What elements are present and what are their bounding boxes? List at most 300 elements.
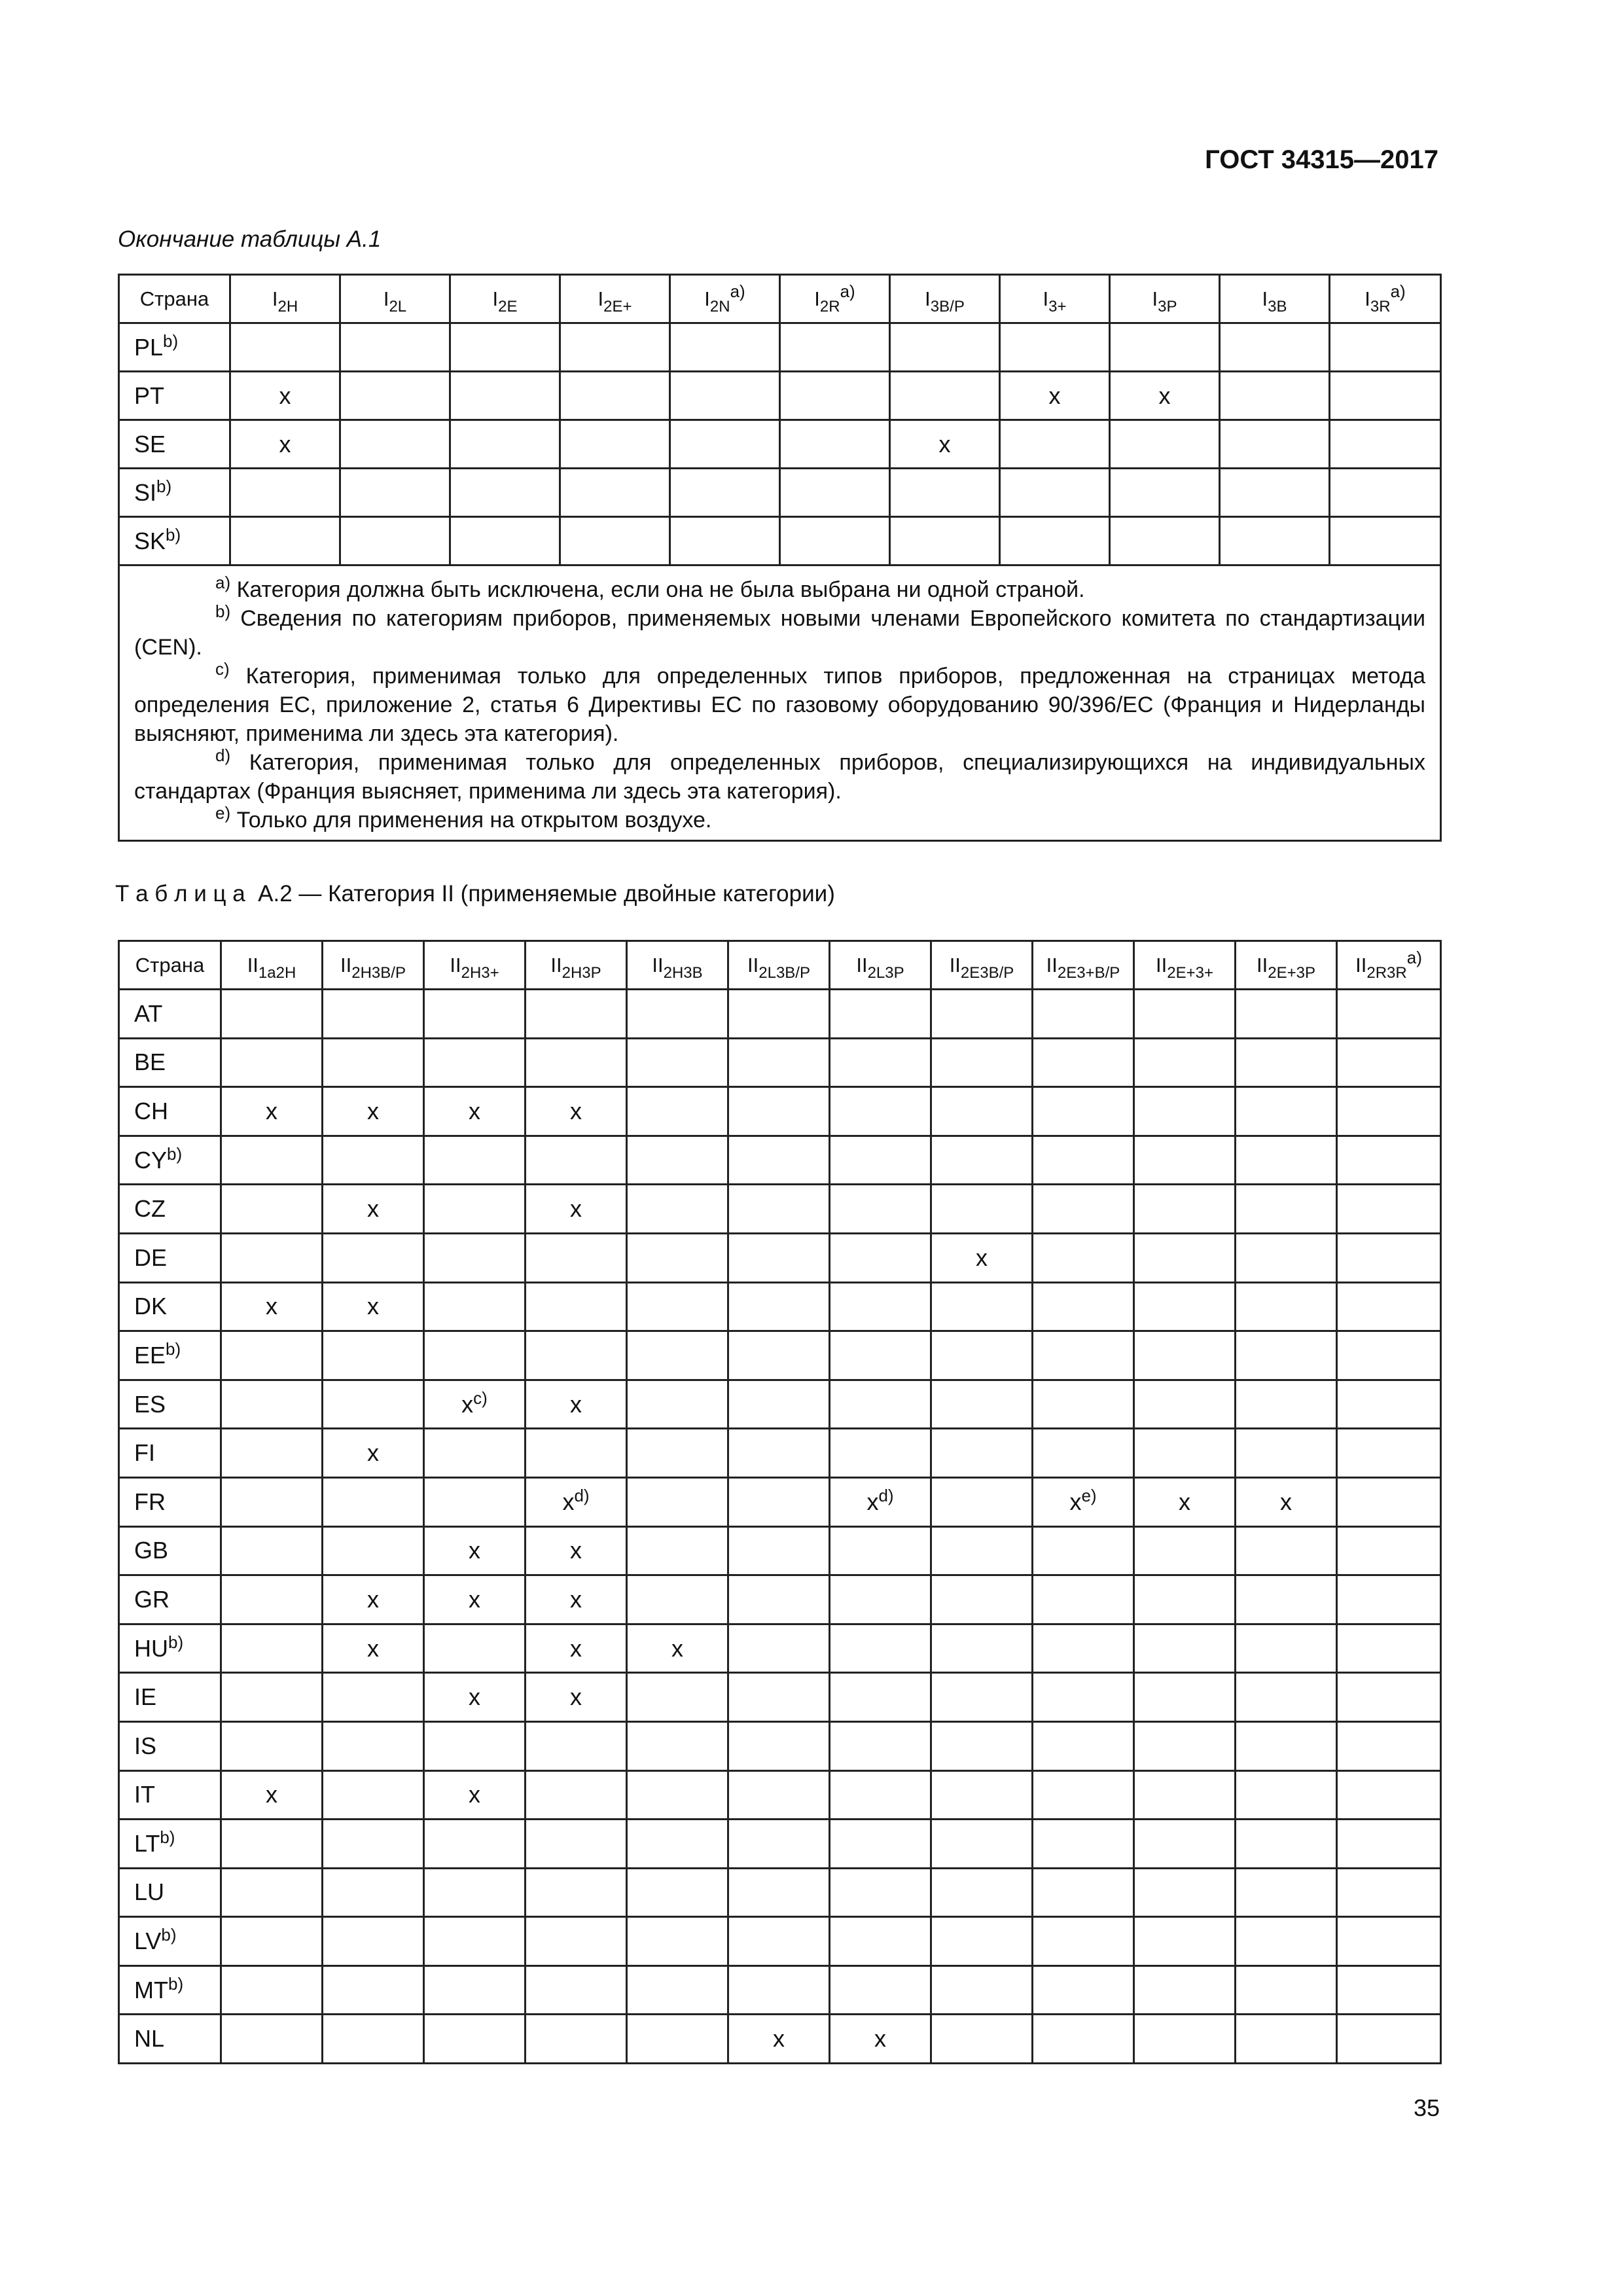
country-code: ES xyxy=(134,1390,166,1418)
country-cell xyxy=(119,1136,221,1185)
category-cell xyxy=(728,1820,830,1869)
country-code: LU xyxy=(134,1878,165,1906)
country-code: LV xyxy=(134,1928,162,1955)
category-cell xyxy=(221,1233,323,1282)
category-cell xyxy=(221,1624,323,1673)
footnote-mark: d) xyxy=(215,745,231,765)
table-a2 xyxy=(118,940,1442,2064)
category-cell xyxy=(1033,1721,1134,1770)
category-cell xyxy=(221,1038,323,1087)
category-cell xyxy=(1134,1477,1236,1526)
category-cell xyxy=(728,1136,830,1185)
country-cell xyxy=(119,1185,221,1234)
category-cell xyxy=(221,1087,323,1136)
category-cell xyxy=(1134,1331,1236,1380)
category-cell xyxy=(424,1233,526,1282)
header-subscript: 2E3B/P xyxy=(960,963,1014,982)
category-cell xyxy=(830,2015,931,2064)
category-cell xyxy=(323,1038,424,1087)
category-cell xyxy=(1000,469,1110,517)
category-cell xyxy=(1236,1282,1337,1331)
category-mark: x xyxy=(570,1097,582,1124)
header-subscript: 2H3B/P xyxy=(351,963,406,982)
category-cell xyxy=(830,1429,931,1478)
category-cell xyxy=(1236,1233,1337,1282)
category-cell xyxy=(424,1136,526,1185)
category-cell xyxy=(323,1087,424,1136)
category-mark: x xyxy=(570,1683,582,1711)
category-cell xyxy=(728,1721,830,1770)
category-cell xyxy=(780,420,890,469)
category-cell xyxy=(424,1868,526,1917)
category-cell xyxy=(931,1820,1033,1869)
header-subscript: 2L3P xyxy=(867,963,904,982)
column-header xyxy=(119,941,221,990)
category-cell xyxy=(526,990,627,1039)
column-header xyxy=(340,275,450,323)
category-cell xyxy=(1337,1575,1441,1624)
category-cell xyxy=(627,1965,728,2015)
header-base: I xyxy=(272,287,278,310)
table-row xyxy=(119,420,1441,469)
category-cell xyxy=(1236,1380,1337,1429)
category-cell xyxy=(221,1917,323,1966)
category-cell xyxy=(1236,1965,1337,2015)
category-cell xyxy=(1337,1233,1441,1282)
category-cell xyxy=(627,2015,728,2064)
column-header xyxy=(1236,941,1337,990)
category-cell xyxy=(931,1575,1033,1624)
header-subscript: 2H xyxy=(277,297,298,315)
category-cell xyxy=(1337,1380,1441,1429)
country-code: AT xyxy=(134,999,163,1027)
footnote-mark: b) xyxy=(215,601,231,621)
column-header xyxy=(526,941,627,990)
header-subscript: 2H3P xyxy=(562,963,601,982)
category-cell xyxy=(1033,2015,1134,2064)
table-row xyxy=(119,1917,1441,1966)
category-cell xyxy=(627,1575,728,1624)
category-cell xyxy=(424,1820,526,1869)
category-cell xyxy=(830,1087,931,1136)
category-cell xyxy=(1033,1185,1134,1234)
table2-caption: Т а б л и ц а А.2 — Категория II (применяемые двойные категории) xyxy=(115,881,835,906)
category-cell xyxy=(526,1770,627,1820)
country-code: MT xyxy=(134,1976,168,2003)
category-cell xyxy=(221,1185,323,1234)
column-header xyxy=(1330,275,1441,323)
category-cell xyxy=(1134,1233,1236,1282)
category-cell xyxy=(627,1526,728,1575)
country-cell xyxy=(119,1233,221,1282)
category-cell xyxy=(830,1331,931,1380)
category-cell xyxy=(230,469,340,517)
country-code: LT xyxy=(134,1829,160,1857)
mark-footnote: d) xyxy=(574,1485,590,1505)
header-base: II xyxy=(1355,953,1367,977)
category-cell xyxy=(323,1770,424,1820)
country-code: PT xyxy=(134,382,165,409)
header-base: II xyxy=(747,953,759,977)
category-cell xyxy=(560,323,670,372)
header-subscript: 2L3B/P xyxy=(758,963,810,982)
country-footnote-mark: b) xyxy=(161,1925,177,1945)
header-base: I xyxy=(1152,287,1158,310)
category-cell xyxy=(931,1429,1033,1478)
table-row xyxy=(119,1185,1441,1234)
column-header xyxy=(119,275,230,323)
category-cell xyxy=(526,1575,627,1624)
header-subscript: 3B xyxy=(1268,297,1287,315)
country-cell xyxy=(119,1331,221,1380)
footnote-text: Только для применения на открытом воздухе. xyxy=(236,808,712,833)
category-cell xyxy=(670,323,780,372)
category-mark: x xyxy=(266,1097,277,1124)
category-cell xyxy=(424,1429,526,1478)
category-cell xyxy=(323,990,424,1039)
category-cell xyxy=(1110,323,1220,372)
header-subscript: 2E+3P xyxy=(1268,963,1315,982)
category-cell xyxy=(221,1282,323,1331)
country-cell xyxy=(119,1087,221,1136)
category-cell xyxy=(1330,372,1441,420)
country-cell xyxy=(119,1526,221,1575)
footnote-text: Категория, применимая только для определенных типов приборов, предложенная на страницах метода определения ЕС, приложение 2, статья 6 Директивы ЕС по газовому оборудованию 90/396/ЕС (Франция и Нидерланды выясняют, применима ли здесь эта категория). xyxy=(134,664,1425,746)
country-footnote-mark: b) xyxy=(168,1973,184,1994)
category-mark: x xyxy=(266,1781,277,1808)
category-cell xyxy=(728,1038,830,1087)
category-cell xyxy=(1134,1770,1236,1820)
category-cell xyxy=(830,1673,931,1722)
table1-caption: Окончание таблицы А.1 xyxy=(118,226,382,252)
category-cell xyxy=(1220,517,1330,565)
category-cell xyxy=(1337,1331,1441,1380)
category-cell xyxy=(1033,1087,1134,1136)
category-cell xyxy=(424,1477,526,1526)
category-cell xyxy=(890,469,1000,517)
country-code: CY xyxy=(134,1146,168,1174)
category-cell xyxy=(830,1233,931,1282)
category-cell xyxy=(221,1575,323,1624)
category-cell xyxy=(323,1233,424,1282)
category-cell xyxy=(627,1282,728,1331)
category-cell xyxy=(1134,990,1236,1039)
category-cell xyxy=(780,517,890,565)
category-cell xyxy=(323,1136,424,1185)
table-row xyxy=(119,1673,1441,1722)
category-cell xyxy=(627,1770,728,1820)
category-cell xyxy=(1134,1136,1236,1185)
header-base: II xyxy=(1046,953,1058,977)
category-cell xyxy=(1330,517,1441,565)
table-row xyxy=(119,1868,1441,1917)
category-cell xyxy=(1033,1965,1134,2015)
category-cell xyxy=(1033,1136,1134,1185)
category-cell xyxy=(424,1575,526,1624)
category-cell xyxy=(323,1624,424,1673)
category-cell xyxy=(221,1526,323,1575)
header-base: I xyxy=(1043,287,1049,310)
category-cell xyxy=(1236,2015,1337,2064)
table-row xyxy=(119,1038,1441,1087)
table-row xyxy=(119,1429,1441,1478)
category-cell xyxy=(1337,1820,1441,1869)
category-cell xyxy=(424,1526,526,1575)
header-base: II xyxy=(247,953,259,977)
category-cell xyxy=(1220,372,1330,420)
category-cell xyxy=(424,990,526,1039)
category-cell xyxy=(627,1868,728,1917)
header-base: II xyxy=(856,953,868,977)
category-mark: x xyxy=(367,1585,379,1613)
category-cell xyxy=(1337,1185,1441,1234)
category-cell xyxy=(1134,2015,1236,2064)
category-cell xyxy=(931,1038,1033,1087)
category-cell xyxy=(526,1721,627,1770)
category-mark: x xyxy=(874,2025,886,2053)
category-cell xyxy=(931,1380,1033,1429)
category-cell xyxy=(728,1087,830,1136)
footnote xyxy=(134,575,1425,604)
category-cell xyxy=(1337,1965,1441,2015)
category-cell xyxy=(1337,1526,1441,1575)
category-cell xyxy=(670,420,780,469)
header-base: I xyxy=(597,287,604,310)
category-cell xyxy=(627,1917,728,1966)
category-cell xyxy=(1337,990,1441,1039)
footnote-text: Категория должна быть исключена, если она не была выбрана ни одной страной. xyxy=(236,577,1085,602)
category-cell xyxy=(1134,1185,1236,1234)
country-cell xyxy=(119,1282,221,1331)
category-cell xyxy=(830,1917,931,1966)
column-header xyxy=(1000,275,1110,323)
category-cell xyxy=(1033,1380,1134,1429)
category-cell xyxy=(931,1087,1033,1136)
column-header xyxy=(728,941,830,990)
category-cell xyxy=(560,372,670,420)
country-code: SK xyxy=(134,527,166,554)
category-cell xyxy=(221,1673,323,1722)
category-cell xyxy=(1236,1868,1337,1917)
category-cell xyxy=(221,1136,323,1185)
category-cell xyxy=(627,1331,728,1380)
category-cell xyxy=(1134,1429,1236,1478)
category-cell xyxy=(450,323,560,372)
category-mark: x xyxy=(469,1683,480,1711)
category-cell xyxy=(1110,420,1220,469)
category-cell xyxy=(1236,1721,1337,1770)
category-cell xyxy=(830,1136,931,1185)
category-cell xyxy=(1236,1526,1337,1575)
category-cell xyxy=(221,1820,323,1869)
category-cell xyxy=(1236,1820,1337,1869)
header-subscript: 2R xyxy=(819,297,840,315)
category-mark: x xyxy=(469,1781,480,1808)
category-cell xyxy=(1220,469,1330,517)
category-cell xyxy=(526,1820,627,1869)
footnote-text: Категория, применимая только для определенных приборов, специализирующихся на индивидуальных стандартах (Франция выясняет, применима ли здесь эта категория). xyxy=(134,750,1425,804)
category-cell xyxy=(627,1477,728,1526)
category-mark: x xyxy=(570,1537,582,1564)
country-code: PL xyxy=(134,333,164,361)
column-header xyxy=(560,275,670,323)
country-code: BE xyxy=(134,1049,166,1076)
table-row xyxy=(119,1526,1441,1575)
column-header xyxy=(450,275,560,323)
header-subscript: 2E+3+ xyxy=(1167,963,1213,982)
category-cell xyxy=(221,1331,323,1380)
country-cell xyxy=(119,1868,221,1917)
mark-footnote: c) xyxy=(473,1388,488,1408)
page-number: 35 xyxy=(1413,2094,1440,2121)
category-mark: x xyxy=(469,1097,480,1124)
header-base: I xyxy=(383,287,389,310)
category-cell xyxy=(627,1380,728,1429)
category-cell xyxy=(526,1624,627,1673)
table-row xyxy=(119,1965,1441,2015)
category-cell xyxy=(728,1868,830,1917)
column-header xyxy=(1033,941,1134,990)
header-base: I xyxy=(704,287,710,310)
mark-footnote: d) xyxy=(878,1485,894,1505)
category-cell xyxy=(931,2015,1033,2064)
category-cell xyxy=(424,1673,526,1722)
category-cell xyxy=(323,1965,424,2015)
category-mark: x xyxy=(570,1585,582,1613)
category-cell xyxy=(1033,1575,1134,1624)
category-cell xyxy=(1236,1624,1337,1673)
category-cell xyxy=(830,1624,931,1673)
category-cell xyxy=(526,1526,627,1575)
category-mark: x xyxy=(1048,382,1061,409)
country-code: DE xyxy=(134,1244,168,1271)
country-code: GR xyxy=(134,1585,169,1613)
category-cell xyxy=(526,2015,627,2064)
table-row xyxy=(119,1136,1441,1185)
category-cell xyxy=(1337,1429,1441,1478)
category-cell xyxy=(1330,469,1441,517)
column-header xyxy=(323,941,424,990)
document-header: ГОСТ 34315—2017 xyxy=(1205,145,1438,174)
header-subscript: 2R3R xyxy=(1366,963,1407,982)
category-cell xyxy=(424,1721,526,1770)
column-header xyxy=(221,941,323,990)
table-row xyxy=(119,1721,1441,1770)
category-mark: x xyxy=(469,1585,480,1613)
category-cell xyxy=(424,1282,526,1331)
category-cell xyxy=(890,372,1000,420)
footnotes-row xyxy=(119,565,1441,841)
category-mark: x xyxy=(1069,1488,1082,1515)
category-cell xyxy=(931,990,1033,1039)
category-cell xyxy=(1337,1136,1441,1185)
column-header xyxy=(890,275,1000,323)
category-cell xyxy=(1134,1965,1236,2015)
table-row xyxy=(119,1380,1441,1429)
category-cell xyxy=(323,1820,424,1869)
category-mark: x xyxy=(1280,1488,1292,1515)
category-cell xyxy=(728,1770,830,1820)
category-cell xyxy=(890,323,1000,372)
category-cell xyxy=(526,1965,627,2015)
category-cell xyxy=(1033,1038,1134,1087)
category-mark: x xyxy=(976,1244,988,1271)
category-cell xyxy=(627,1136,728,1185)
country-code: SE xyxy=(134,430,166,457)
category-cell xyxy=(728,990,830,1039)
category-cell xyxy=(1337,1917,1441,1966)
category-cell xyxy=(1000,323,1110,372)
header-footnote-mark: a) xyxy=(1390,281,1406,301)
footnote xyxy=(134,745,1425,806)
category-cell xyxy=(830,1868,931,1917)
country-cell xyxy=(119,1575,221,1624)
category-cell xyxy=(323,1868,424,1917)
category-cell xyxy=(1236,1038,1337,1087)
category-cell xyxy=(728,1282,830,1331)
category-cell xyxy=(1033,1917,1134,1966)
category-cell xyxy=(340,420,450,469)
country-footnote-mark: b) xyxy=(166,1338,181,1359)
category-cell xyxy=(340,469,450,517)
category-mark: x xyxy=(570,1390,582,1418)
category-cell xyxy=(1134,1673,1236,1722)
table-row xyxy=(119,1233,1441,1282)
column-header xyxy=(1220,275,1330,323)
country-cell xyxy=(119,372,230,420)
footnote-mark: e) xyxy=(215,803,231,823)
category-cell xyxy=(1033,1673,1134,1722)
category-cell xyxy=(1236,1087,1337,1136)
category-cell xyxy=(670,372,780,420)
category-cell xyxy=(627,1429,728,1478)
category-cell xyxy=(1236,1575,1337,1624)
table-row xyxy=(119,2015,1441,2064)
category-cell xyxy=(931,1185,1033,1234)
category-cell xyxy=(323,1282,424,1331)
country-cell xyxy=(119,469,230,517)
country-cell xyxy=(119,1965,221,2015)
category-cell xyxy=(627,1624,728,1673)
category-cell xyxy=(931,1526,1033,1575)
country-cell xyxy=(119,1770,221,1820)
category-cell xyxy=(1134,1087,1236,1136)
category-cell xyxy=(890,420,1000,469)
category-cell xyxy=(830,1282,931,1331)
header-subscript: 2H3B xyxy=(663,963,703,982)
category-cell xyxy=(1033,1282,1134,1331)
country-cell xyxy=(119,1917,221,1966)
country-footnote-mark: b) xyxy=(167,1143,183,1164)
header-subscript: 2E xyxy=(498,297,518,315)
table-row xyxy=(119,1624,1441,1673)
country-footnote-mark: b) xyxy=(160,1827,175,1847)
header-subscript: 3P xyxy=(1158,297,1177,315)
category-cell xyxy=(830,1820,931,1869)
category-cell xyxy=(526,1185,627,1234)
category-mark: x xyxy=(367,1097,379,1124)
country-cell xyxy=(119,1038,221,1087)
category-mark: x xyxy=(367,1634,379,1662)
category-cell xyxy=(323,1477,424,1526)
category-cell xyxy=(221,1721,323,1770)
category-cell xyxy=(1134,1721,1236,1770)
category-cell xyxy=(323,2015,424,2064)
category-cell xyxy=(728,1917,830,1966)
mark-footnote: e) xyxy=(1081,1485,1097,1505)
category-cell xyxy=(931,1624,1033,1673)
category-cell xyxy=(424,1038,526,1087)
